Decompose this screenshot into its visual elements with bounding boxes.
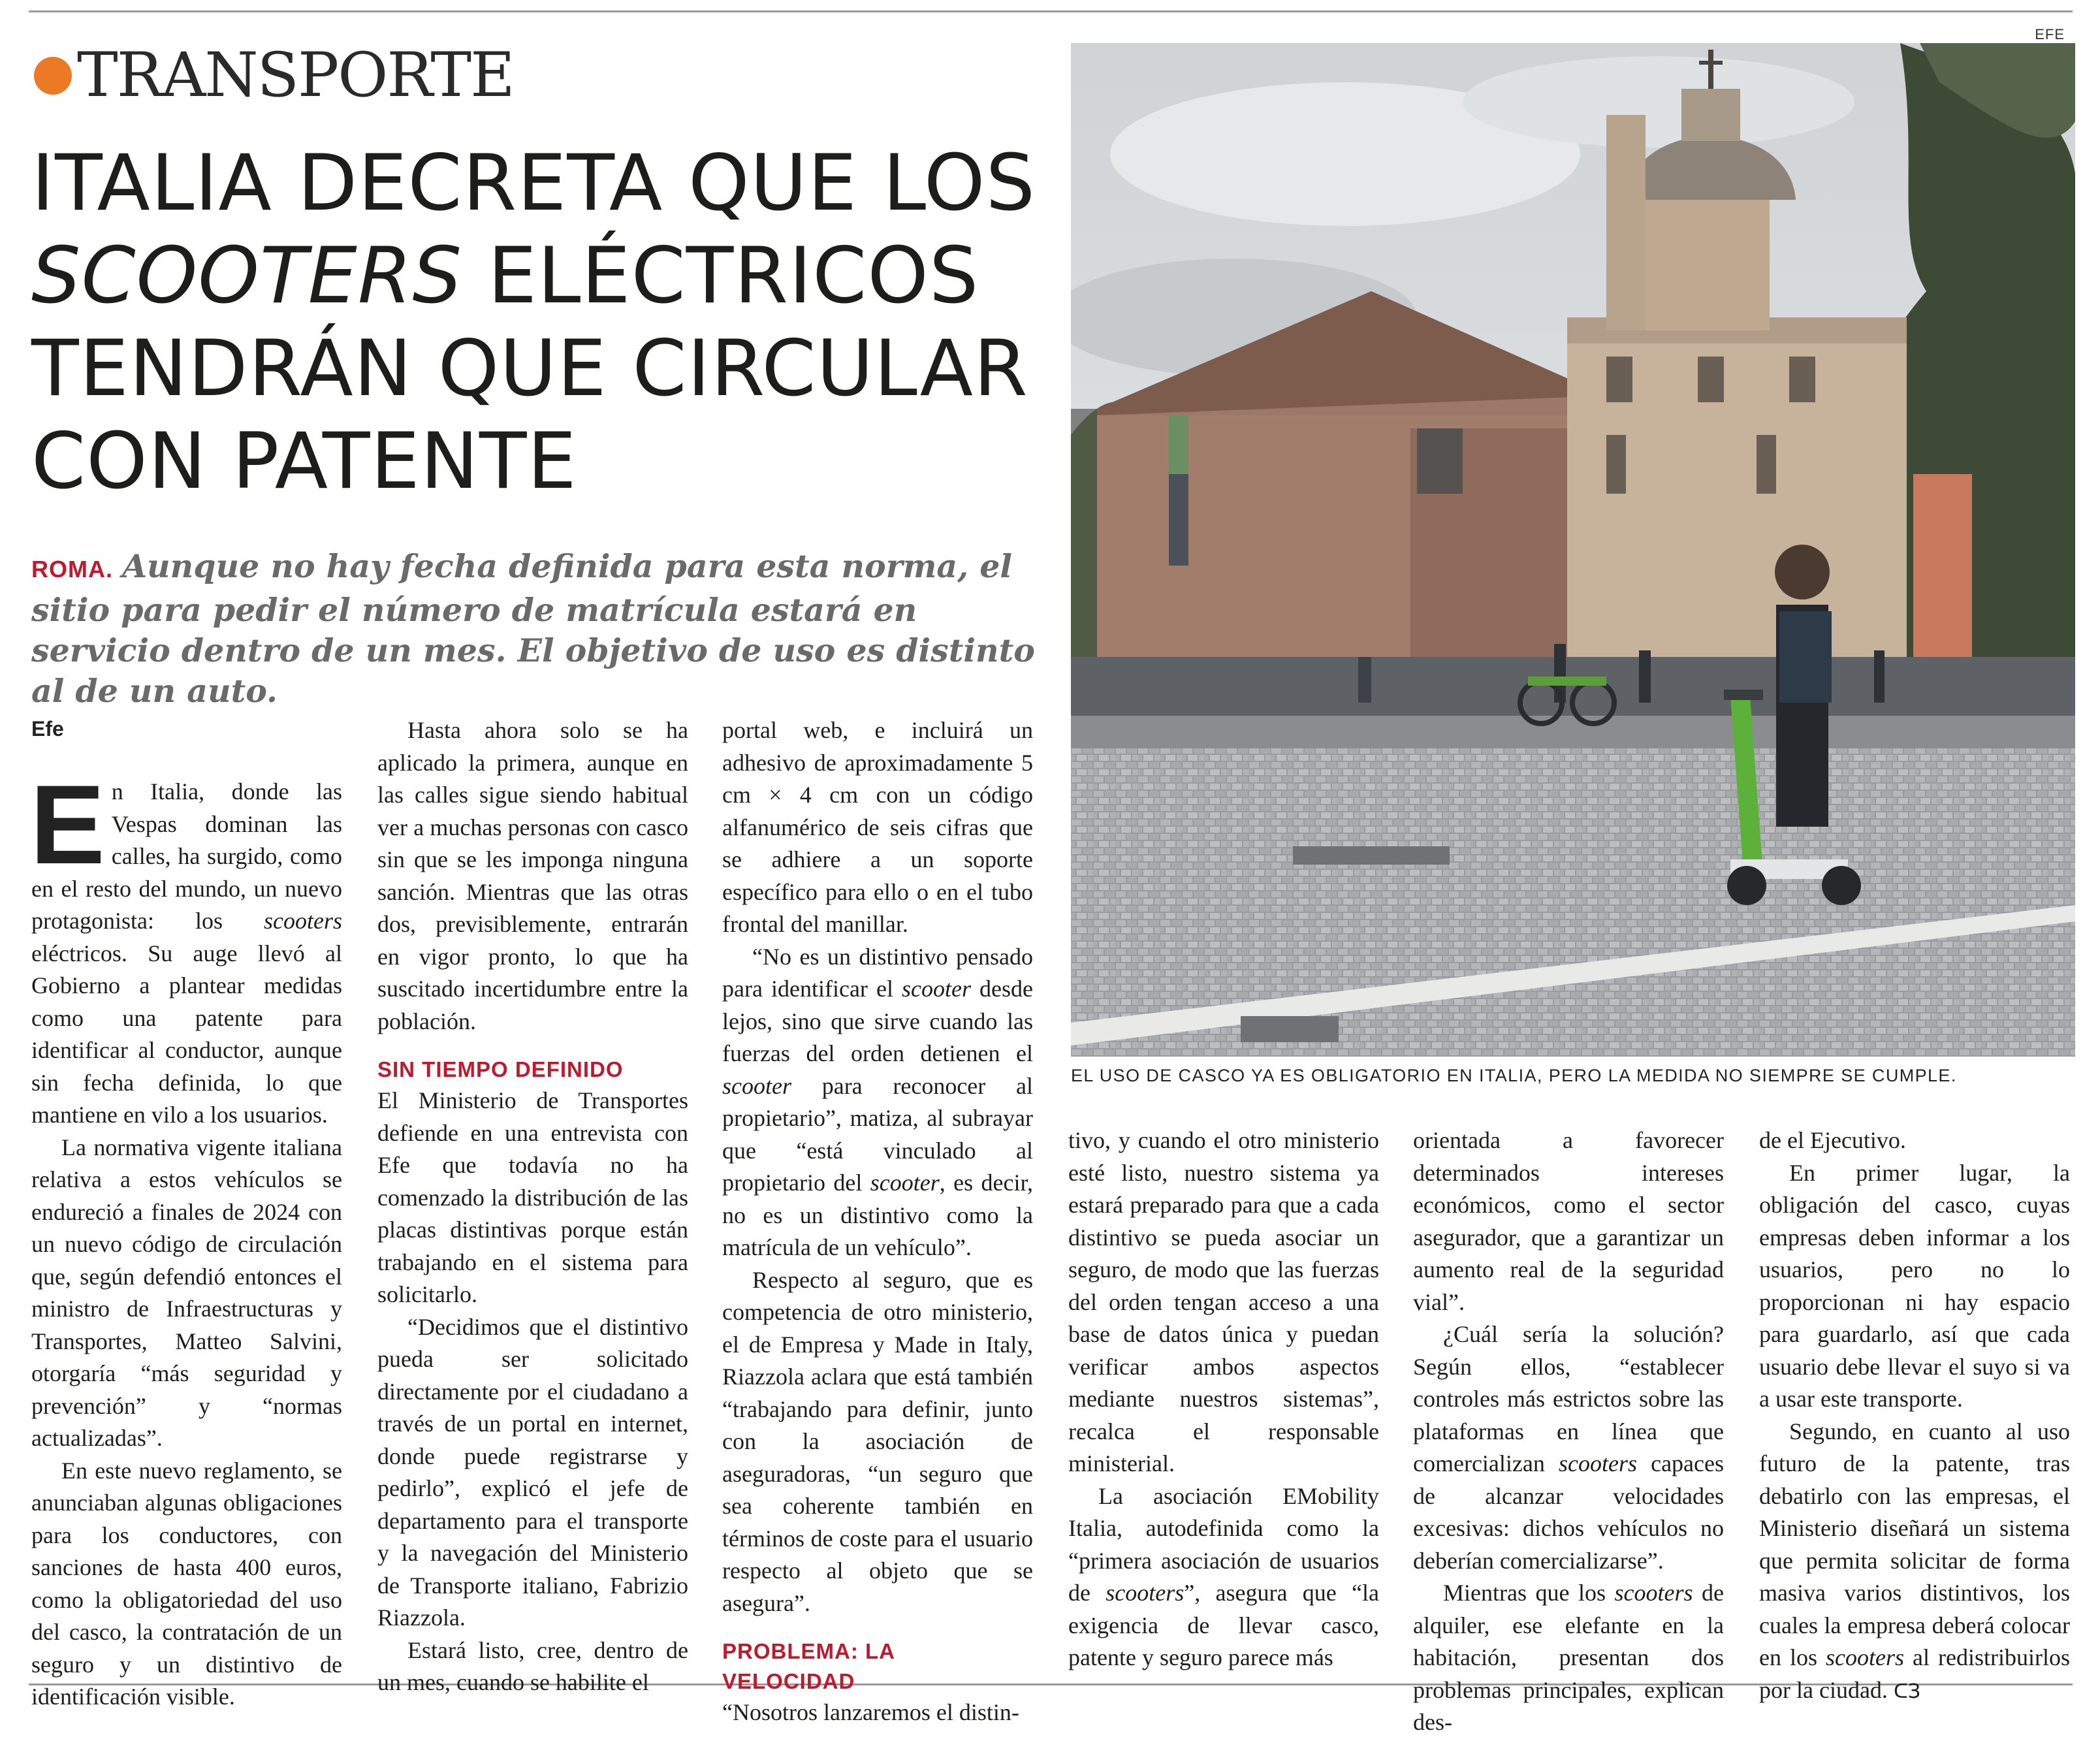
paragraph: tivo, y cuando el otro ministerio esté listo, nuestro sistema ya estará preparado para que a cada distintivo se pueda asociar un seguro, de modo que las fuerzas del orden tengan acceso a una base de datos única y puedan verificar ambos aspectos mediante nuestros sistemas”, recalca el responsable ministerial. <box>1068 1127 1379 1476</box>
paragraph: En este nuevo reglamento, se anunciaban algunas obligaciones para los conductores, con sanciones de hasta 400 euros, como la obligatoriedad del uso del casco, la contratación de un seguro y un distintivo de identificación visible. <box>31 1457 342 1710</box>
paragraph: de el Ejecutivo. <box>1759 1127 1906 1153</box>
article-column-4 <box>1068 1125 1379 1674</box>
paragraph-text: capaces de alcanzar velocidades excesivas: dichos vehículos no deberían comercializarse”. <box>1413 1450 1724 1574</box>
paragraph-text: La asociación EMobility Italia, autodefinida como la “primera asociación de usuarios de <box>1068 1482 1379 1606</box>
headline-line-2 <box>31 230 1076 323</box>
subheading: PROBLEMA: LA VELOCIDAD <box>722 1639 895 1693</box>
article-column-3 <box>722 714 1033 1729</box>
paragraph-italic: scooters <box>1614 1580 1693 1606</box>
paragraph <box>722 941 1033 1264</box>
paragraph-text: Mientras que los <box>1443 1580 1615 1606</box>
paragraph-text: n Italia, donde las Vespas dominan las calles, ha surgido, como en el resto del mundo, un nuevo protagonista: los <box>31 778 342 934</box>
paragraph: La normativa vigente italiana relativa a estos vehículos se endureció a finales de 2024 con un nuevo código de circulación que, según defendió entonces el ministro de Infraestructuras y Transportes, Matteo Salvini, otorgaría “más seguridad y prevención” y “normas actualizadas”. <box>31 1134 342 1451</box>
photo-caption: EL USO DE CASCO YA ES OBLIGATORIO EN ITALIA, PERO LA MEDIDA NO SIEMPRE SE CUMPLE. <box>1071 1066 1957 1085</box>
article-column-1 <box>31 714 342 1714</box>
article-column-6 <box>1759 1125 2070 1708</box>
paragraph <box>1068 1480 1379 1674</box>
paragraph: orientada a favorecer determinados intereses económicos, como el sector asegurador, que a garantizar un aumento real de la seguridad vial”. <box>1413 1127 1724 1315</box>
paragraph-text: ”, asegura que “la exigencia de llevar casco, patente y seguro parece más <box>1068 1580 1379 1670</box>
paragraph-italic: scooters <box>264 908 342 934</box>
paragraph <box>30 762 342 1132</box>
lede-text: Aunque no hay fecha definida para esta norma, el sitio para pedir el número de matrícula estará en servicio dentro de un mes. El objetivo de uso es distinto al de un auto. <box>31 547 1035 710</box>
top-rule <box>29 10 2073 12</box>
drop-cap: E <box>30 762 105 887</box>
section-header <box>34 37 514 115</box>
lede <box>31 546 1050 711</box>
paragraph: En primer lugar, la obligación del casco, cuyas empresas deben informar a los usuarios, pero no lo proporcionan ni hay espacio para guardarlo, así que cada usuario debe llevar el suyo si va a usar este transporte. <box>1759 1159 2070 1412</box>
article-column-2 <box>377 714 688 1699</box>
paragraph-italic: scooter <box>722 1072 791 1099</box>
paragraph: “Nosotros lanzaremos el distin- <box>722 1699 1019 1725</box>
paragraph: El Ministerio de Transportes defiende en una entrevista con Efe que todavía no ha comenzado la distribución de las placas distintivas porque están trabajando en el sistema para solicitarlo. <box>377 1087 688 1307</box>
paragraph-text: Segundo, en cuanto al uso futuro de la patente, tras debatirlo con las empresas, el Ministerio diseñará un sistema que permita solicitar de forma masiva varios distintivos, los cuales la empresa deberá colocar en los <box>1759 1418 2070 1670</box>
paragraph: Hasta ahora solo se ha aplicado la primera, aunque en las calles sigue siendo habitual ver a muchas personas con casco sin que se les imponga ninguna sanción. Mientras que las otras dos, previsiblemente, entrarán en vigor pronto, lo que ha suscitado incertidumbre entre la población. <box>377 717 688 1034</box>
photo-credit: EFE <box>2035 26 2065 42</box>
headline-line-2-rest: ELÉCTRICOS <box>462 231 979 321</box>
article-photo <box>1071 43 2075 1057</box>
end-mark-icon: ᑕЗ <box>1893 1680 1921 1703</box>
headline-line-4: CON PATENTE <box>31 417 577 507</box>
paragraph <box>1413 1577 1724 1739</box>
headline-italic-word: SCOOTERS <box>31 231 463 321</box>
lede-place: ROMA. <box>31 556 113 582</box>
paragraph: “Decidimos que el distintivo pueda ser solicitado directamente por el ciudadano a través de un portal en internet, donde puede registrarse y pedirlo”, explicó el jefe de departamento para el transporte y la navegación del Ministerio de Transporte italiano, Fabrizio Riazzola. <box>377 1313 688 1631</box>
paragraph-text: para reconocer al propietario”, matiza, al subrayar que “está vinculado al propietario del <box>722 1072 1033 1196</box>
paragraph <box>1759 1416 2070 1708</box>
paragraph-italic: scooters <box>1558 1450 1637 1476</box>
headline-line-3: TENDRÁN QUE CIRCULAR <box>31 324 1028 414</box>
headline <box>31 137 1076 508</box>
paragraph-italic: scooters <box>1826 1644 1905 1670</box>
paragraph-text: de alquiler, ese elefante en la habitación, presentan dos problemas principales, explican des- <box>1413 1580 1724 1735</box>
paragraph: Respecto al seguro, que es competencia de otro ministerio, el de Empresa y Made in Italy, Riazzola aclara que está también “trabajando para definir, junto con la asociación de aseguradoras, “un seguro que sea coherente también en términos de coste para el usuario respecto al objeto que se asegura”. <box>722 1266 1033 1616</box>
paragraph-text: ¿Cuál sería la solución? Según ellos, “establecer controles más estrictos sobre las plataformas en línea que comercializan <box>1413 1321 1724 1476</box>
paragraph-text: “No es un distintivo pensado para identificar el <box>722 943 1033 1002</box>
paragraph: Estará listo, cree, dentro de un mes, cuando se habilite el <box>377 1636 688 1695</box>
subheading: SIN TIEMPO DEFINIDO <box>377 1057 624 1081</box>
byline: Efe <box>31 717 64 741</box>
paragraph-text: , es decir, no es un distintivo como la matrícula de un vehículo”. <box>722 1170 1033 1260</box>
article-column-5 <box>1413 1125 1724 1739</box>
paragraph <box>1413 1318 1724 1577</box>
paragraph-italic: scooter <box>902 976 971 1002</box>
section-label: TRANSPORTE <box>77 40 514 111</box>
section-dot-icon <box>34 57 72 95</box>
paragraph-text: eléctricos. Su auge llevó al Gobierno a plantear medidas como una patente para identificar al conductor, aunque sin fecha definida, lo que mantiene en vilo a los usuarios. <box>31 940 342 1128</box>
paragraph-italic: scooter <box>870 1170 940 1196</box>
photo-illustration <box>1071 43 2075 1057</box>
paragraph-text: desde lejos, sino que sirve cuando las fuerzas del orden detienen el <box>722 976 1033 1066</box>
headline-line-1: ITALIA DECRETA QUE LOS <box>31 138 1036 229</box>
paragraph-text: al redistribuirlos por la ciudad. <box>1759 1644 2070 1703</box>
paragraph: portal web, e incluirá un adhesivo de aproximadamente 5 cm × 4 cm con un código alfanumérico de seis cifras que se adhiere a un soporte específico para ello o en el tubo frontal del manillar. <box>722 717 1033 937</box>
paragraph-italic: scooters <box>1106 1580 1185 1606</box>
